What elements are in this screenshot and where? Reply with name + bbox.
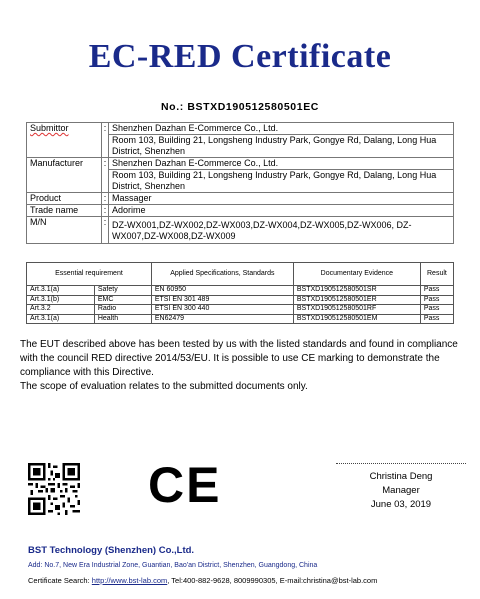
requirement-evidence: BSTXD190512580501EM xyxy=(293,314,420,324)
requirement-result: Pass xyxy=(420,314,453,324)
requirement-art: Art.3.1(b) xyxy=(27,295,95,305)
certificate-search-line xyxy=(28,576,377,585)
ce-mark-logo: CE xyxy=(148,457,222,513)
requirement-type: EMC xyxy=(94,295,151,305)
requirement-spec: ETSI EN 300 440 xyxy=(151,305,293,315)
model-number-label: M/N xyxy=(27,217,102,244)
requirement-spec: EN62479 xyxy=(151,314,293,324)
statement-block xyxy=(20,338,465,394)
header-documentary-evidence: Documentary Evidence xyxy=(293,263,420,286)
qr-code xyxy=(28,463,80,515)
requirement-evidence: BSTXD190512580501SR xyxy=(293,286,420,296)
trade-name-row xyxy=(27,205,454,217)
requirement-result: Pass xyxy=(420,305,453,315)
company-address: Add: No.7, New Era Industrial Zone, Guantian, Bao'an District, Shenzhen, Guangdong, China xyxy=(28,562,318,569)
header-result: Result xyxy=(420,263,453,286)
product-row xyxy=(27,193,454,205)
company-name: BST Technology (Shenzhen) Co.,Ltd. xyxy=(28,545,195,556)
requirement-row xyxy=(27,295,454,305)
requirements-body xyxy=(27,286,454,324)
requirement-spec: ETSI EN 301 489 xyxy=(151,295,293,305)
colon: : xyxy=(102,123,109,158)
requirement-evidence: BSTXD190512580501ER xyxy=(293,295,420,305)
manufacturer-label: Manufacturer xyxy=(27,158,102,193)
requirement-result: Pass xyxy=(420,286,453,296)
requirement-row xyxy=(27,314,454,324)
colon: : xyxy=(102,193,109,205)
signature-block xyxy=(336,463,466,512)
requirement-art: Art.3.1(a) xyxy=(27,286,95,296)
scope-statement: The scope of evaluation relates to the submitted documents only. xyxy=(20,381,308,392)
signature-date: June 03, 2019 xyxy=(370,499,432,510)
contact-info: , Tel:400-882-9628, 8009990305, E-mail:christina@bst-lab.com xyxy=(167,576,378,585)
product-label: Product xyxy=(27,193,102,205)
requirement-art: Art.3.2 xyxy=(27,305,95,315)
manufacturer-address: Room 103, Building 21, Longsheng Industry Park, Gongye Rd, Dalang, Long Hua District, Shenzhen xyxy=(109,170,454,193)
compliance-statement: The EUT described above has been tested by us with the listed standards and found in compliance with the council RED directive 2014/53/EU. It is possible to use CE marking to demonstrate the compliance with this Directive. xyxy=(20,339,458,378)
model-number-row xyxy=(27,217,454,244)
requirement-row xyxy=(27,286,454,296)
requirement-result: Pass xyxy=(420,295,453,305)
requirement-type: Radio xyxy=(94,305,151,315)
signatory-title: Manager xyxy=(382,485,420,496)
product-value: Massager xyxy=(109,193,454,205)
applicant-info-table xyxy=(26,122,454,244)
trade-name-label: Trade name xyxy=(27,205,102,217)
header-essential-requirement: Essential requirement xyxy=(27,263,152,286)
requirements-table xyxy=(26,262,454,324)
signatory-name: Christina Deng xyxy=(369,471,433,482)
certificate-number: No.: BSTXD190512580501EC xyxy=(161,101,319,113)
header-applied-specifications: Applied Specifications, Standards xyxy=(151,263,293,286)
submittor-name: Shenzhen Dazhan E-Commerce Co., Ltd. xyxy=(109,123,454,135)
requirement-type: Health xyxy=(94,314,151,324)
submittor-label: Submittor xyxy=(27,123,102,158)
website-link[interactable]: http://www.bst-lab.com xyxy=(91,576,168,585)
requirement-type: Safety xyxy=(94,286,151,296)
colon: : xyxy=(102,205,109,217)
requirement-spec: EN 60950 xyxy=(151,286,293,296)
requirement-art: Art.3.1(a) xyxy=(27,314,95,324)
requirement-row xyxy=(27,305,454,315)
colon: : xyxy=(102,217,109,244)
submittor-row xyxy=(27,123,454,135)
certificate-title: EC-RED Certificate xyxy=(88,38,392,75)
search-label: Certificate Search: xyxy=(28,576,90,585)
colon: : xyxy=(102,158,109,193)
model-number-value: DZ-WX001,DZ-WX002,DZ-WX003,DZ-WX004,DZ-WX005,DZ-WX006, DZ-WX007,DZ-WX008,DZ-WX009 xyxy=(109,217,454,244)
trade-name-value: Adorime xyxy=(109,205,454,217)
manufacturer-row xyxy=(27,158,454,170)
requirement-evidence: BSTXD190512580501RF xyxy=(293,305,420,315)
submittor-address: Room 103, Building 21, Longsheng Industry Park, Gongye Rd, Dalang, Long Hua District, Shenzhen xyxy=(109,135,454,158)
requirements-header-row xyxy=(27,263,454,286)
manufacturer-name: Shenzhen Dazhan E-Commerce Co., Ltd. xyxy=(109,158,454,170)
